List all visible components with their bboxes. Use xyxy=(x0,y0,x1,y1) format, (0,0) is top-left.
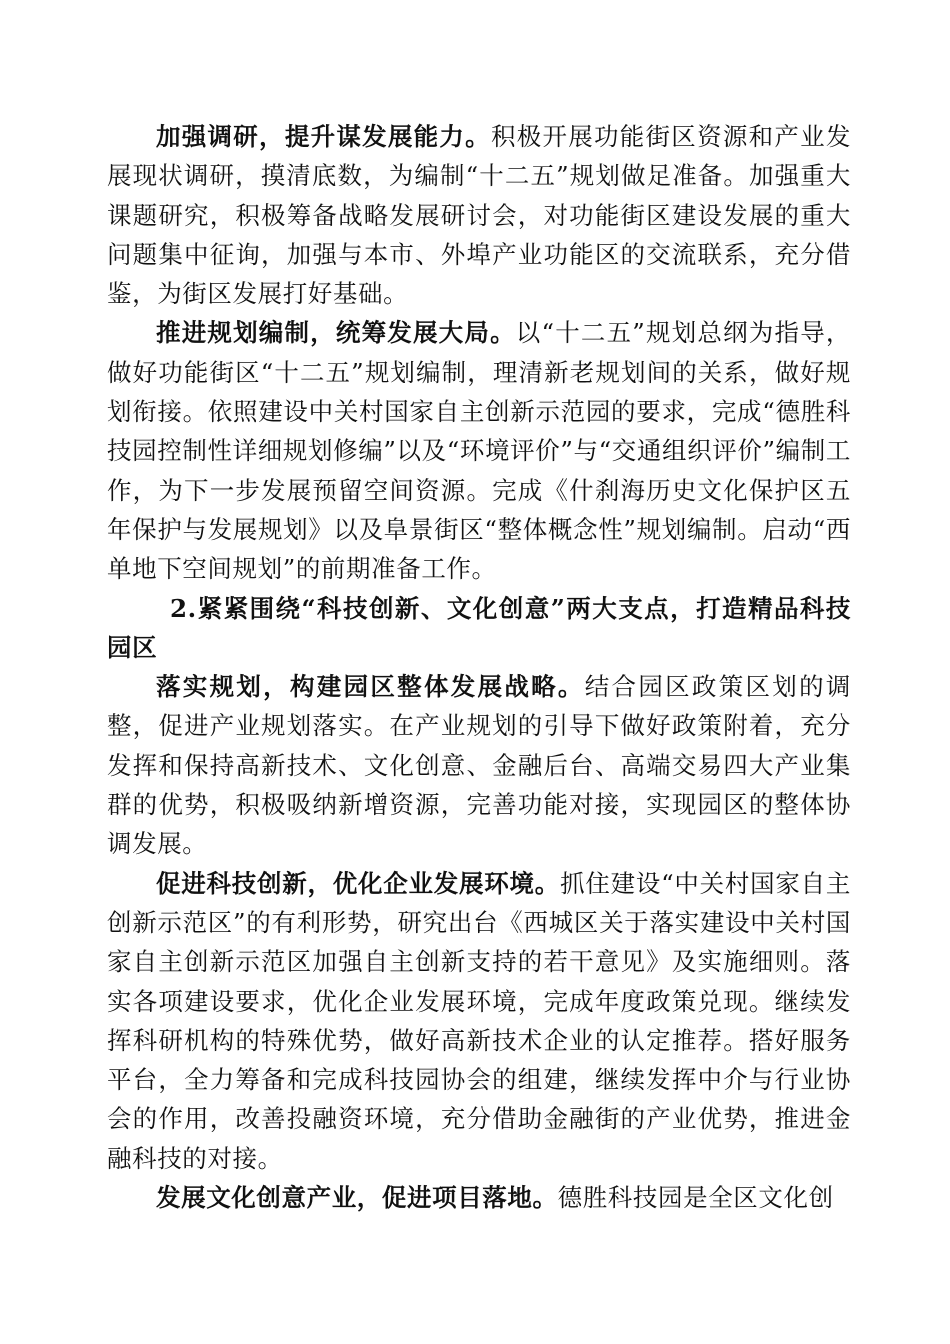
paragraph-lead: 发展文化创意产业，促进项目落地。 xyxy=(156,1183,558,1213)
paragraph-implement-plan xyxy=(107,667,851,863)
paragraph-body: 德胜科技园是全区文化创 xyxy=(557,1183,834,1213)
paragraph-body: 抓住建设“中关村国家自主创新示范区”的有利形势，研究出台《西城区关于落实建设中关村国家自主创新示范区加强自主创新支持的若干意见》及实施细则。落实各项建设要求，优化企业发展环境，完成年度政策兑现。继续发挥科研机构的特殊优势，做好高新技术企业的认定推荐。搭好服务平台，全力筹备和完成科技园协会的组建，继续发挥中介与行业协会的作用，改善投融资环境，充分借助金融街的产业优势，推进金融科技的对接。 xyxy=(107,868,851,1173)
section-heading: 2.紧紧围绕“科技创新、文化创意”两大支点，打造精品科技园区 xyxy=(107,593,851,662)
paragraph-body: 结合园区政策区划的调整，促进产业规划落实。在产业规划的引导下做好政策附着，充分发挥和保持高新技术、文化创意、金融后台、高端交易四大产业集群的优势，积极吸纳新增资源，完善功能对接，实现园区的整体协调发展。 xyxy=(107,672,851,859)
paragraph-body: 积极开展功能街区资源和产业发展现状调研，摸清底数，为编制“十二五”规划做足准备。加强重大课题研究，积极筹备战略发展研讨会，对功能街区建设发展的重大问题集中征询，加强与本市、外埠产业功能区的交流联系，充分借鉴，为街区发展打好基础。 xyxy=(107,122,851,309)
paragraph-tech-innovation xyxy=(107,864,851,1178)
paragraph-body: 以“十二五”规划总纲为指导，做好功能街区“十二五”规划编制，理清新老规划间的关系，做好规划衔接。依照建设中关村国家自主创新示范园的要求，完成“德胜科技园控制性详细规划修编”以及“环境评价”与“交通组织评价”编制工作，为下一步发展预留空间资源。完成《什刹海历史文化保护区五年保护与发展规划》以及阜景街区“整体概念性”规划编制。启动“西单地下空间规划”的前期准备工作。 xyxy=(107,318,852,584)
document-page xyxy=(107,117,851,1217)
paragraph-lead: 加强调研，提升谋发展能力。 xyxy=(156,122,491,151)
paragraph-lead: 推进规划编制，统筹发展大局。 xyxy=(156,318,516,348)
paragraph-cultural-industry xyxy=(107,1178,851,1217)
paragraph-planning xyxy=(107,313,851,588)
paragraph-lead: 促进科技创新，优化企业发展环境。 xyxy=(156,868,561,898)
paragraph-lead: 落实规划，构建园区整体发展战略。 xyxy=(156,672,585,702)
paragraph-research xyxy=(107,117,851,313)
